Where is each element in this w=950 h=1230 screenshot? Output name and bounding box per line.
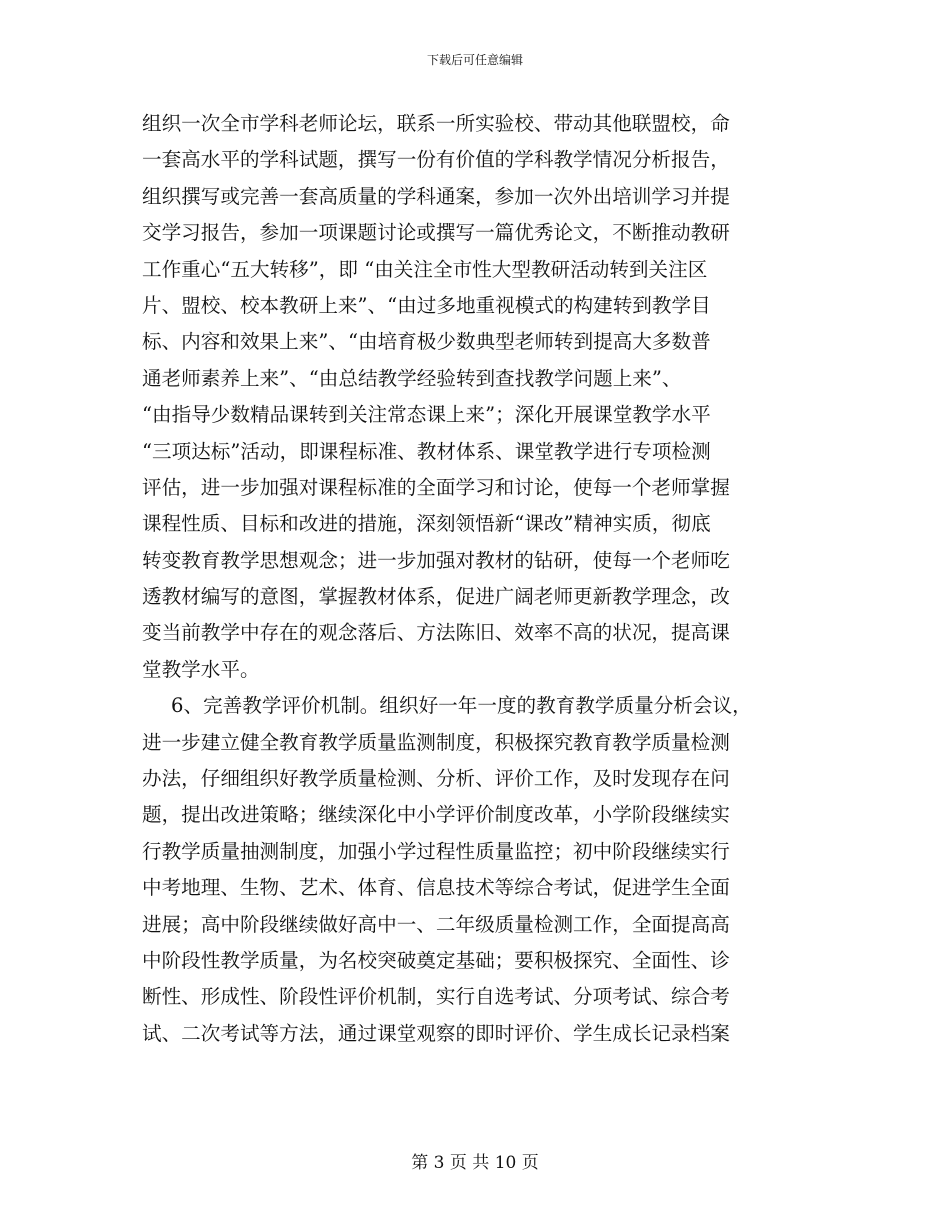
- body-line: 组织撰写或完善一套高质量的学科通案，参加一次外出培训学习并提: [142, 184, 730, 208]
- body-line: “三项达标”活动，即课程标准、教材体系、课堂教学进行专项检测: [142, 439, 711, 463]
- body-line: “由指导少数精品课转到关注常态课上来”；深化开展课堂教学水平: [142, 403, 711, 427]
- paragraph-start-line: 6、完善教学评价机制。组织好一年一度的教育教学质量分析会议，: [171, 694, 752, 718]
- body-line: 变当前教学中存在的观念落后、方法陈旧、效率不高的状况，提高课: [142, 621, 730, 645]
- body-line: 课程性质、目标和改进的措施，深刻领悟新“课改”精神实质，彻底: [142, 512, 711, 536]
- body-line: 中阶段性教学质量，为名校突破奠定基础；要积极探究、全面性、诊: [142, 948, 730, 972]
- document-body: [142, 106, 832, 1052]
- body-line: 标、内容和效果上来”、“由培育极少数典型老师转到提高大多数普: [142, 330, 711, 354]
- body-line: 通老师素养上来”、“由总结教学经验转到查找教学问题上来”、: [142, 366, 682, 390]
- body-line: 工作重心“五大转移”，即 “由关注全市性大型教研活动转到关注区: [142, 257, 708, 281]
- body-line: 一套高水平的学科试题，撰写一份有价值的学科教学情况分析报告，: [142, 148, 730, 172]
- body-line: 转变教育教学思想观念；进一步加强对教材的钻研，使每一个老师吃: [142, 548, 730, 572]
- body-line: 评估，进一步加强对课程标准的全面学习和讨论，使每一个老师掌握: [142, 475, 730, 499]
- body-line: 片、盟校、校本教研上来”、“由过多地重视模式的构建转到教学目: [142, 293, 711, 317]
- body-line: 组织一次全市学科老师论坛，联系一所实验校、带动其他联盟校，命: [142, 112, 730, 135]
- body-line: 交学习报告，参加一项课题讨论或撰写一篇优秀论文，不断推动教研: [142, 221, 730, 245]
- body-line: 办法，仔细组织好教学质量检测、分析、评价工作，及时发现存在问: [142, 767, 730, 791]
- body-line: 行教学质量抽测制度，加强小学过程性质量监控；初中阶段继续实行: [142, 839, 730, 863]
- page-number-footer: 第 3 页 共 10 页: [411, 1153, 539, 1173]
- body-line: 试、二次考试等方法，通过课堂观察的即时评价、学生成长记录档案: [142, 1021, 730, 1045]
- body-line: 进一步建立健全教育教学质量监测制度，积极探究教育教学质量检测: [142, 730, 730, 754]
- body-line: 透教材编写的意图，掌握教材体系，促进广阔老师更新教学理念，改: [142, 585, 730, 609]
- page-header: 下载后可任意编辑: [426, 53, 523, 67]
- body-line: 中考地理、生物、艺术、体育、信息技术等综合考试，促进学生全面: [142, 876, 730, 900]
- body-line: 断性、形成性、阶段性评价机制，实行自选考试、分项考试、综合考: [142, 985, 730, 1009]
- body-line: 堂教学水平。: [142, 657, 260, 681]
- body-line: 题，提出改进策略；继续深化中小学评价制度改革，小学阶段继续实: [142, 803, 730, 827]
- body-line: 进展；高中阶段继续做好高中一、二年级质量检测工作，全面提高高: [142, 912, 730, 936]
